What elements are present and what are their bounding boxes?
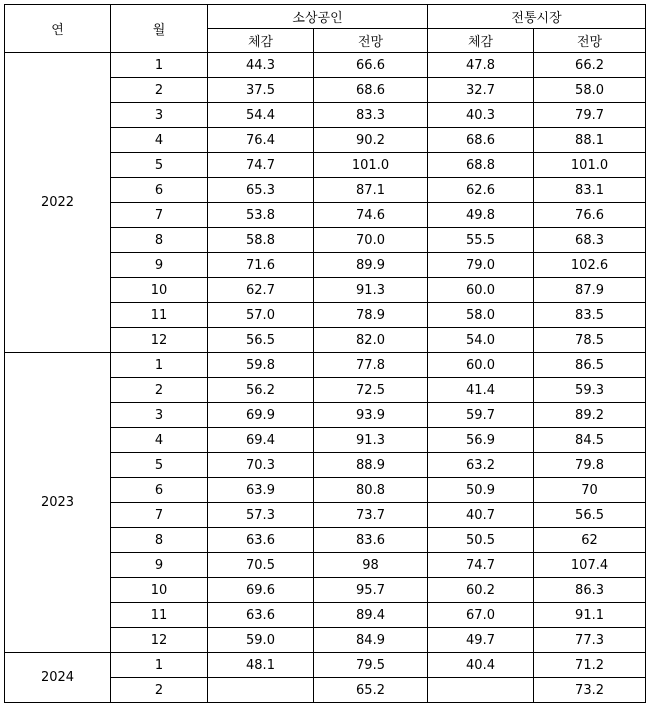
header-sub-perceived-1: 체감 [208, 29, 314, 53]
month-cell: 8 [111, 228, 208, 253]
table-row [5, 353, 646, 378]
small-business-perceived-cell: 57.3 [208, 503, 314, 528]
month-cell: 6 [111, 478, 208, 503]
small-business-perceived-cell: 69.4 [208, 428, 314, 453]
small-business-outlook-cell: 77.8 [314, 353, 428, 378]
small-business-perceived-cell: 70.3 [208, 453, 314, 478]
market-outlook-cell: 83.1 [534, 178, 646, 203]
header-month: 월 [111, 5, 208, 53]
small-business-perceived-cell [208, 678, 314, 703]
small-business-outlook-cell: 89.9 [314, 253, 428, 278]
market-perceived-cell: 60.0 [428, 353, 534, 378]
header-year: 연 [5, 5, 111, 53]
small-business-perceived-cell: 62.7 [208, 278, 314, 303]
market-outlook-cell: 62 [534, 528, 646, 553]
market-perceived-cell: 40.4 [428, 653, 534, 678]
market-outlook-cell: 83.5 [534, 303, 646, 328]
header-sub-perceived-2: 체감 [428, 29, 534, 53]
small-business-perceived-cell: 65.3 [208, 178, 314, 203]
market-outlook-cell: 70 [534, 478, 646, 503]
small-business-outlook-cell: 70.0 [314, 228, 428, 253]
small-business-outlook-cell: 87.1 [314, 178, 428, 203]
market-perceived-cell: 68.8 [428, 153, 534, 178]
market-outlook-cell: 91.1 [534, 603, 646, 628]
small-business-perceived-cell: 74.7 [208, 153, 314, 178]
small-business-outlook-cell: 101.0 [314, 153, 428, 178]
market-outlook-cell: 73.2 [534, 678, 646, 703]
month-cell: 1 [111, 353, 208, 378]
small-business-outlook-cell: 93.9 [314, 403, 428, 428]
small-business-perceived-cell: 63.6 [208, 528, 314, 553]
header-sub-outlook-2: 전망 [534, 29, 646, 53]
year-cell: 2022 [5, 53, 111, 353]
market-perceived-cell: 49.8 [428, 203, 534, 228]
small-business-perceived-cell: 70.5 [208, 553, 314, 578]
small-business-perceived-cell: 56.5 [208, 328, 314, 353]
month-cell: 3 [111, 103, 208, 128]
small-business-perceived-cell: 76.4 [208, 128, 314, 153]
small-business-outlook-cell: 88.9 [314, 453, 428, 478]
market-perceived-cell: 58.0 [428, 303, 534, 328]
small-business-outlook-cell: 91.3 [314, 278, 428, 303]
small-business-outlook-cell: 89.4 [314, 603, 428, 628]
table-row [5, 53, 646, 78]
month-cell: 4 [111, 128, 208, 153]
year-cell: 2024 [5, 653, 111, 703]
small-business-perceived-cell: 57.0 [208, 303, 314, 328]
month-cell: 3 [111, 403, 208, 428]
market-outlook-cell: 71.2 [534, 653, 646, 678]
small-business-perceived-cell: 69.6 [208, 578, 314, 603]
small-business-outlook-cell: 90.2 [314, 128, 428, 153]
market-outlook-cell: 79.8 [534, 453, 646, 478]
market-perceived-cell: 40.3 [428, 103, 534, 128]
small-business-perceived-cell: 71.6 [208, 253, 314, 278]
market-outlook-cell: 87.9 [534, 278, 646, 303]
small-business-outlook-cell: 84.9 [314, 628, 428, 653]
market-perceived-cell: 50.9 [428, 478, 534, 503]
market-perceived-cell: 41.4 [428, 378, 534, 403]
small-business-outlook-cell: 80.8 [314, 478, 428, 503]
small-business-perceived-cell: 37.5 [208, 78, 314, 103]
small-business-perceived-cell: 69.9 [208, 403, 314, 428]
market-perceived-cell: 54.0 [428, 328, 534, 353]
month-cell: 12 [111, 328, 208, 353]
header-group-small-business: 소상공인 [208, 5, 428, 29]
month-cell: 6 [111, 178, 208, 203]
small-business-perceived-cell: 59.8 [208, 353, 314, 378]
month-cell: 2 [111, 78, 208, 103]
market-perceived-cell: 55.5 [428, 228, 534, 253]
market-perceived-cell: 68.6 [428, 128, 534, 153]
market-outlook-cell: 89.2 [534, 403, 646, 428]
market-perceived-cell: 50.5 [428, 528, 534, 553]
market-outlook-cell: 68.3 [534, 228, 646, 253]
market-perceived-cell: 47.8 [428, 53, 534, 78]
market-outlook-cell: 59.3 [534, 378, 646, 403]
month-cell: 8 [111, 528, 208, 553]
table-row [5, 653, 646, 678]
market-outlook-cell: 86.3 [534, 578, 646, 603]
small-business-outlook-cell: 82.0 [314, 328, 428, 353]
month-cell: 4 [111, 428, 208, 453]
small-business-perceived-cell: 58.8 [208, 228, 314, 253]
header-sub-outlook-1: 전망 [314, 29, 428, 53]
market-perceived-cell: 60.2 [428, 578, 534, 603]
small-business-outlook-cell: 74.6 [314, 203, 428, 228]
month-cell: 10 [111, 578, 208, 603]
month-cell: 7 [111, 503, 208, 528]
month-cell: 1 [111, 53, 208, 78]
small-business-outlook-cell: 95.7 [314, 578, 428, 603]
market-outlook-cell: 107.4 [534, 553, 646, 578]
month-cell: 1 [111, 653, 208, 678]
market-outlook-cell: 56.5 [534, 503, 646, 528]
market-perceived-cell: 59.7 [428, 403, 534, 428]
market-outlook-cell: 102.6 [534, 253, 646, 278]
market-perceived-cell: 74.7 [428, 553, 534, 578]
small-business-perceived-cell: 44.3 [208, 53, 314, 78]
market-perceived-cell: 62.6 [428, 178, 534, 203]
small-business-outlook-cell: 83.3 [314, 103, 428, 128]
market-outlook-cell: 79.7 [534, 103, 646, 128]
month-cell: 2 [111, 678, 208, 703]
small-business-outlook-cell: 68.6 [314, 78, 428, 103]
month-cell: 7 [111, 203, 208, 228]
small-business-outlook-cell: 83.6 [314, 528, 428, 553]
month-cell: 9 [111, 253, 208, 278]
header-group-traditional-market: 전통시장 [428, 5, 646, 29]
small-business-perceived-cell: 53.8 [208, 203, 314, 228]
market-outlook-cell: 84.5 [534, 428, 646, 453]
small-business-outlook-cell: 66.6 [314, 53, 428, 78]
market-outlook-cell: 78.5 [534, 328, 646, 353]
small-business-outlook-cell: 65.2 [314, 678, 428, 703]
market-perceived-cell [428, 678, 534, 703]
table-body [5, 53, 646, 703]
small-business-perceived-cell: 63.9 [208, 478, 314, 503]
small-business-perceived-cell: 48.1 [208, 653, 314, 678]
small-business-outlook-cell: 98 [314, 553, 428, 578]
small-business-perceived-cell: 54.4 [208, 103, 314, 128]
data-table [4, 4, 646, 703]
small-business-perceived-cell: 56.2 [208, 378, 314, 403]
year-cell: 2023 [5, 353, 111, 653]
small-business-outlook-cell: 72.5 [314, 378, 428, 403]
market-perceived-cell: 79.0 [428, 253, 534, 278]
market-outlook-cell: 88.1 [534, 128, 646, 153]
small-business-outlook-cell: 91.3 [314, 428, 428, 453]
small-business-outlook-cell: 79.5 [314, 653, 428, 678]
market-outlook-cell: 58.0 [534, 78, 646, 103]
month-cell: 12 [111, 628, 208, 653]
market-perceived-cell: 67.0 [428, 603, 534, 628]
month-cell: 11 [111, 603, 208, 628]
month-cell: 2 [111, 378, 208, 403]
market-perceived-cell: 40.7 [428, 503, 534, 528]
market-outlook-cell: 101.0 [534, 153, 646, 178]
market-perceived-cell: 60.0 [428, 278, 534, 303]
month-cell: 9 [111, 553, 208, 578]
month-cell: 10 [111, 278, 208, 303]
small-business-perceived-cell: 59.0 [208, 628, 314, 653]
market-perceived-cell: 32.7 [428, 78, 534, 103]
market-perceived-cell: 63.2 [428, 453, 534, 478]
market-outlook-cell: 86.5 [534, 353, 646, 378]
small-business-outlook-cell: 73.7 [314, 503, 428, 528]
month-cell: 5 [111, 153, 208, 178]
month-cell: 11 [111, 303, 208, 328]
market-outlook-cell: 76.6 [534, 203, 646, 228]
market-outlook-cell: 77.3 [534, 628, 646, 653]
market-outlook-cell: 66.2 [534, 53, 646, 78]
small-business-outlook-cell: 78.9 [314, 303, 428, 328]
month-cell: 5 [111, 453, 208, 478]
market-perceived-cell: 56.9 [428, 428, 534, 453]
small-business-perceived-cell: 63.6 [208, 603, 314, 628]
market-perceived-cell: 49.7 [428, 628, 534, 653]
